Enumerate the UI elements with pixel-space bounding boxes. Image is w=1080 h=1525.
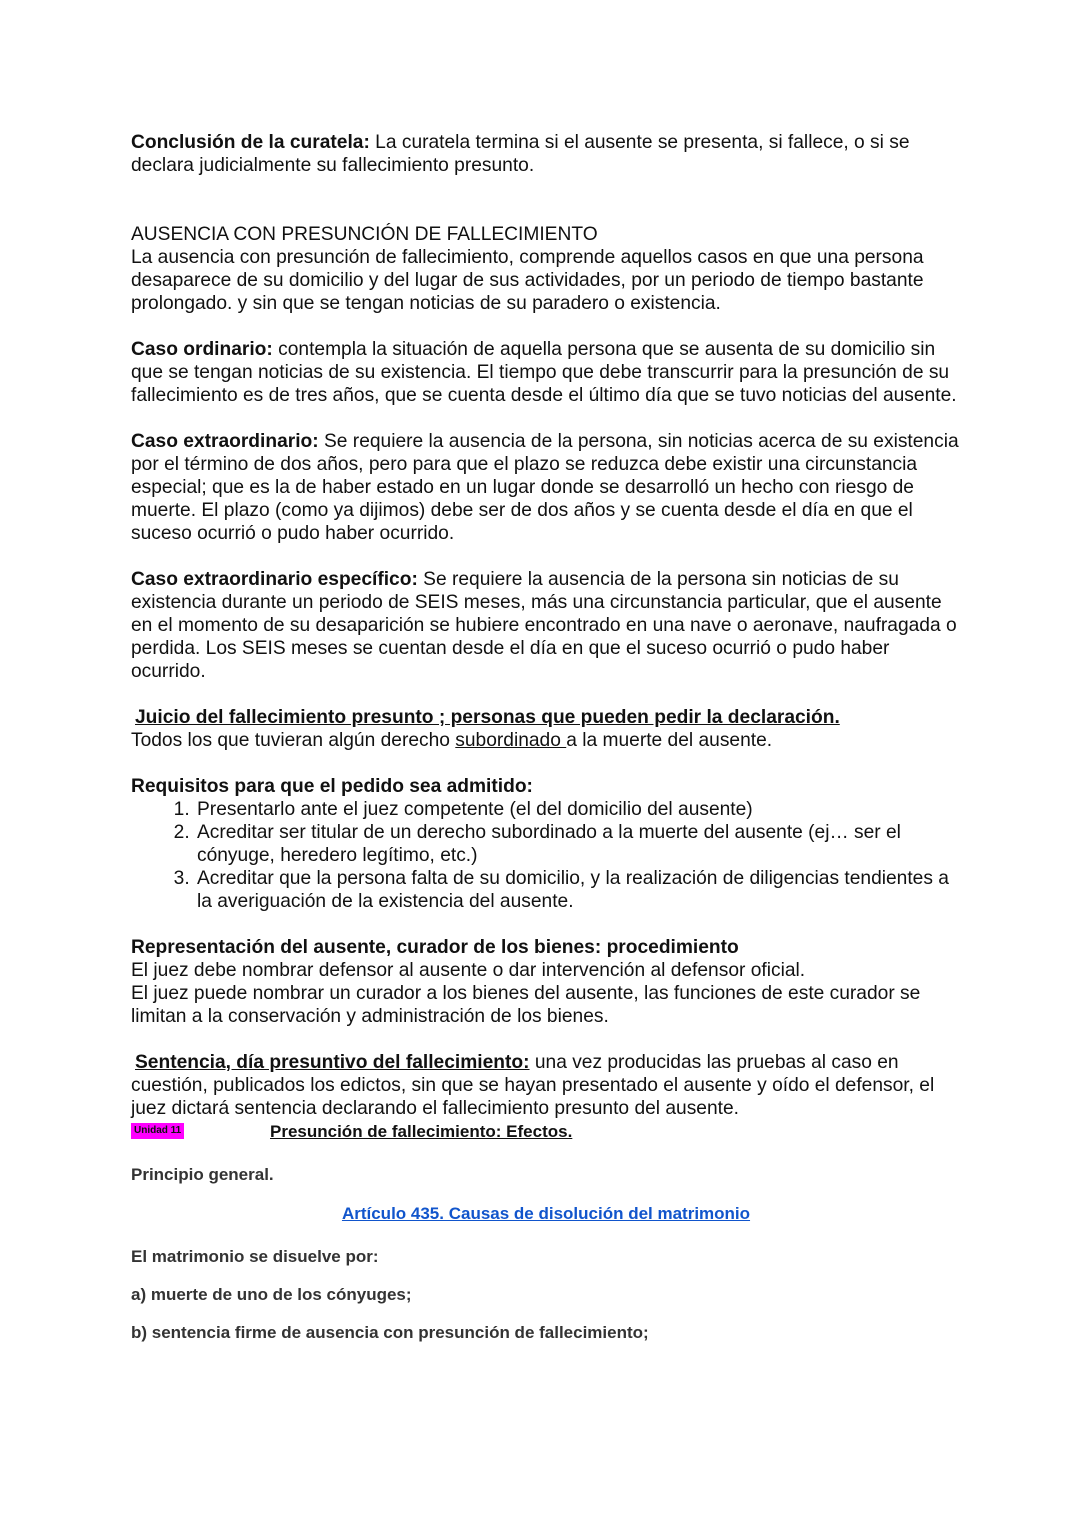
list-item: 1. Presentarlo ante el juez competente (el del domicilio del ausente)	[195, 798, 961, 821]
requisitos-heading: Requisitos para que el pedido sea admitido:	[131, 776, 533, 797]
juicio-text	[131, 729, 961, 752]
representacion-heading: Representación del ausente, curador de los bienes: procedimiento	[131, 937, 739, 958]
caso-ordinario-text: contempla la situación de aquella persona que se ausenta de su domicilio sin que se tengan noticias de su existencia. El tiempo que debe transcurrir para la presunción de su fallecimiento es de tres años, que se cuenta desde el último día que se tuvo noticias del ausente.	[131, 339, 957, 406]
unidad-row	[131, 1120, 961, 1143]
caso-extraordinario-paragraph	[131, 430, 961, 545]
caso-ordinario-heading: Caso ordinario:	[131, 339, 273, 360]
articulo-item-a: a) muerte de uno de los cónyuges;	[131, 1285, 412, 1304]
requisitos-list	[131, 798, 961, 913]
curatela-heading: Conclusión de la curatela:	[131, 132, 370, 153]
representacion-line1: El juez debe nombrar defensor al ausente o dar intervención al defensor oficial.	[131, 960, 806, 981]
articulo-intro: El matrimonio se disuelve por:	[131, 1247, 379, 1266]
principio-general: Principio general.	[131, 1165, 274, 1184]
juicio-text-before: Todos los que tuvieran algún derecho	[131, 730, 456, 751]
articulo-435-link[interactable]: Artículo 435. Causas de disolución del matrimonio	[341, 1204, 751, 1223]
ausencia-text: La ausencia con presunción de fallecimiento, comprende aquellos casos en que una persona desaparece de su domicilio y del lugar de sus actividades, por un periodo de tiempo bastante prolongado. y sin que se tengan noticias de su paradero o existencia.	[131, 247, 924, 314]
caso-extraordinario-heading: Caso extraordinario:	[131, 431, 319, 452]
curatela-text: La curatela termina si el ausente se presenta, si fallece, o si se declara judicialmente su fallecimiento presunto.	[131, 132, 910, 176]
sentencia-text: una vez producidas las pruebas al caso en cuestión, publicados los edictos, sin que se hayan presentado el ausente y oído el defensor, el juez dictará sentencia declarando el fallecimiento presunto del ausente.	[131, 1052, 935, 1119]
caso-especifico-paragraph	[131, 568, 961, 683]
caso-especifico-heading: Caso extraordinario específico:	[131, 569, 418, 590]
juicio-text-after: a la muerte del ausente.	[566, 730, 773, 751]
sentencia-paragraph	[131, 1051, 961, 1120]
representacion-line2: El juez puede nombrar un curador a los bienes del ausente, las funciones de este curador se limitan a la conservación y administración de los bienes.	[131, 983, 921, 1027]
ausencia-title: AUSENCIA CON PRESUNCIÓN DE FALLECIMIENTO	[131, 224, 598, 245]
sentencia-heading: Sentencia, día presuntivo del fallecimiento:	[135, 1052, 530, 1073]
juicio-heading: Juicio del fallecimiento presunto ; personas que pueden pedir la declaración.	[135, 707, 840, 728]
unidad-title: Presunción de fallecimiento: Efectos.	[270, 1122, 573, 1141]
list-item: 3. Acreditar que la persona falta de su domicilio, y la realización de diligencias tendientes a la averiguación de la existencia del ausente.	[195, 867, 961, 913]
unidad-badge: Unidad 11	[131, 1123, 184, 1139]
list-item: 2. Acreditar ser titular de un derecho subordinado a la muerte del ausente (ej… ser el cónyuge, heredero legítimo, etc.)	[195, 821, 961, 867]
caso-extraordinario-text: Se requiere la ausencia de la persona, sin noticias acerca de su existencia por el término de dos años, pero para que el plazo se reduzca debe existir una circunstancia especial; que es la de haber estado en un lugar donde se desarrolló un hecho con riesgo de muerte. El plazo (como ya dijimos) debe ser de dos años y se cuenta desde el día en que el suceso ocurrió o pudo haber ocurrido.	[131, 431, 959, 544]
curatela-paragraph	[131, 131, 961, 177]
juicio-text-underlined: subordinado	[455, 730, 567, 751]
articulo-item-b: b) sentencia firme de ausencia con presunción de fallecimiento;	[131, 1323, 649, 1342]
document-body	[131, 131, 961, 1343]
caso-ordinario-paragraph	[131, 338, 961, 407]
caso-especifico-text: Se requiere la ausencia de la persona sin noticias de su existencia durante un periodo de SEIS meses, más una circunstancia particular, que el ausente en el momento de su desaparición se hubiere encontrado en una nave o aeronave, naufragada o perdida. Los SEIS meses se cuentan desde el día en que el suceso ocurrió o pudo haber ocurrido.	[131, 569, 957, 682]
